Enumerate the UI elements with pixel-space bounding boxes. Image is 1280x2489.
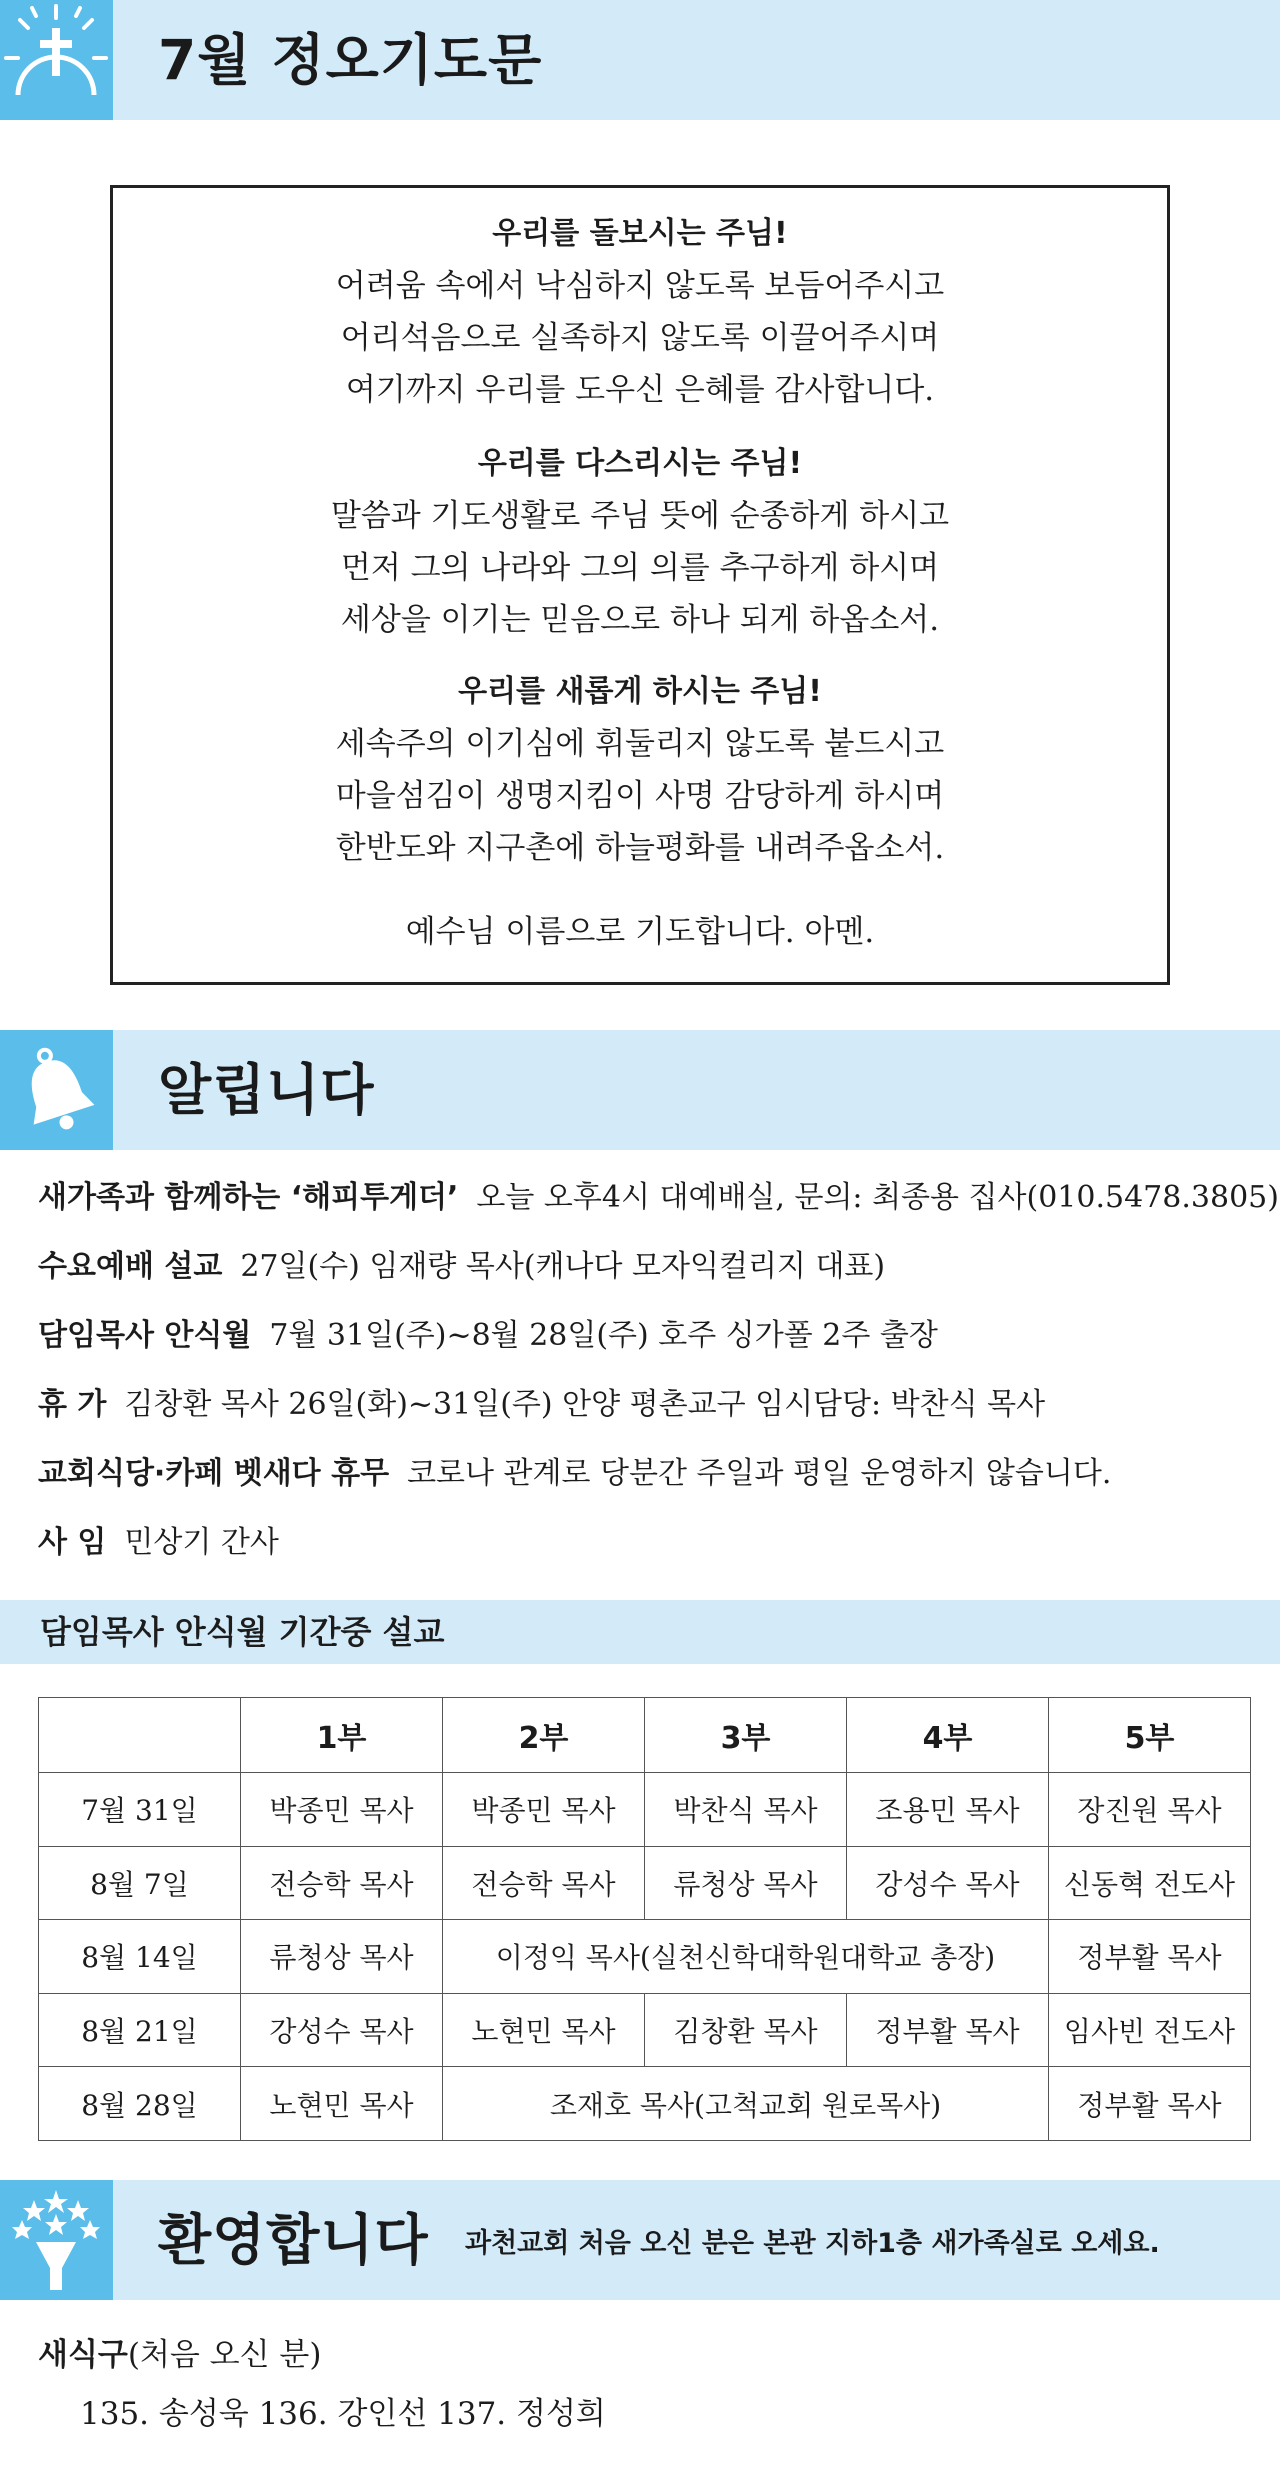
notice-icon-box (0, 1030, 113, 1150)
welcome-subtitle: 과천교회 처음 오신 분은 본관 지하1층 새가족실로 오세요. (465, 2228, 1160, 2259)
notice-label: 수요예배 설교 (38, 1249, 223, 1284)
prayer-box (110, 185, 1170, 985)
preacher-cell: 장진원 목사 (1049, 1773, 1251, 1847)
newcomer-label-paren: (처음 오신 분) (127, 2337, 322, 2373)
notice-title: 알립니다 (158, 1058, 375, 1122)
notice-label: 새가족과 함께하는 ‘해피투게더’ (38, 1180, 459, 1215)
header-cell: 3부 (645, 1698, 847, 1773)
prayer-header (0, 0, 1280, 120)
stanza-heading: 우리를 다스리시는 주님! (477, 446, 803, 481)
header-cell: 1부 (241, 1698, 443, 1773)
preacher-cell: 강성수 목사 (847, 1846, 1049, 1920)
welcome-title: 환영합니다 (158, 2208, 429, 2272)
preacher-cell: 정부활 목사 (1049, 1920, 1251, 1994)
notice-text: 민상기 간사 (124, 1525, 279, 1560)
newcomer-label (38, 2330, 321, 2380)
stanza-line: 말씀과 기도생활로 주님 뜻에 순종하게 하시고 (330, 498, 950, 534)
schedule-title: 담임목사 안식월 기간중 설교 (40, 1613, 445, 1651)
preacher-cell: 류청상 목사 (241, 1920, 443, 1994)
notice-label: 휴 가 (38, 1387, 107, 1422)
notice-item-happy-together (38, 1172, 1279, 1222)
header-cell: 5부 (1049, 1698, 1251, 1773)
preacher-cell: 강성수 목사 (241, 1993, 443, 2067)
date-cell: 8월 21일 (39, 1993, 241, 2067)
stanza-line: 세속주의 이기심에 휘둘리지 않도록 붙드시고 (335, 726, 945, 762)
notice-item-sabbatical (38, 1310, 938, 1360)
preacher-cell-merged: 이정익 목사(실천신학대학원대학교 총장) (443, 1920, 1049, 1994)
bell-icon (0, 1030, 113, 1150)
preacher-cell: 박찬식 목사 (645, 1773, 847, 1847)
prayer-stanza-2 (113, 438, 1167, 646)
header-cell: 4부 (847, 1698, 1049, 1773)
stanza-line: 세상을 이기는 믿음으로 하나 되게 하옵소서. (340, 602, 940, 638)
preacher-cell: 신동혁 전도사 (1049, 1846, 1251, 1920)
preacher-cell: 조용민 목사 (847, 1773, 1049, 1847)
preacher-cell: 정부활 목사 (1049, 2067, 1251, 2141)
notice-label: 담임목사 안식월 (38, 1318, 252, 1353)
notice-text: 27일(수) 임재량 목사(캐나다 모자익컬리지 대표) (240, 1249, 886, 1284)
table-row (39, 1920, 1251, 1994)
header-cell: 2부 (443, 1698, 645, 1773)
notice-item-resignation (38, 1517, 279, 1567)
notice-label: 교회식당·카페 벳새다 휴무 (38, 1456, 390, 1491)
table-row (39, 2067, 1251, 2141)
date-cell: 8월 28일 (39, 2067, 241, 2141)
notice-label: 사 임 (38, 1525, 107, 1560)
preacher-cell: 김창환 목사 (645, 1993, 847, 2067)
preacher-cell: 노현민 목사 (443, 1993, 645, 2067)
stanza-line: 여기까지 우리를 도우신 은혜를 감사합니다. (345, 372, 935, 408)
preacher-cell: 전승학 목사 (443, 1846, 645, 1920)
notice-text: 김창환 목사 26일(화)~31일(주) 안양 평촌교구 임시담당: 박찬식 목사 (124, 1387, 1046, 1422)
prayer-title: 7월 정오기도문 (158, 28, 543, 92)
preacher-cell: 류청상 목사 (645, 1846, 847, 1920)
notice-item-cafeteria-closed (38, 1448, 1111, 1498)
stanza-line: 한반도와 지구촌에 하늘평화를 내려주옵소서. (335, 830, 945, 866)
prayer-closing: 예수님 이름으로 기도합니다. 아멘. (405, 914, 875, 950)
date-cell: 7월 31일 (39, 1773, 241, 1847)
preacher-cell: 박종민 목사 (443, 1773, 645, 1847)
stanza-heading: 우리를 돌보시는 주님! (492, 216, 788, 251)
preacher-cell: 박종민 목사 (241, 1773, 443, 1847)
preacher-cell: 정부활 목사 (847, 1993, 1049, 2067)
preacher-cell: 전승학 목사 (241, 1846, 443, 1920)
notice-header (0, 1030, 1280, 1150)
stanza-line: 마을섬김이 생명지킴이 사명 감당하게 하시며 (335, 778, 945, 814)
notice-text: 코로나 관계로 당분간 주일과 평일 운영하지 않습니다. (407, 1456, 1112, 1491)
prayer-stanza-3 (113, 666, 1167, 874)
newcomer-list: 135. 송성욱 136. 강인선 137. 정성희 (80, 2396, 606, 2432)
date-cell: 8월 14일 (39, 1920, 241, 1994)
stanza-line: 어려움 속에서 낙심하지 않도록 보듬어주시고 (335, 268, 945, 304)
prayer-stanza-1 (113, 208, 1167, 416)
bouquet-icon (0, 2180, 113, 2300)
notice-text: 오늘 오후4시 대예배실, 문의: 최종용 집사(010.5478.3805) (476, 1180, 1279, 1215)
cross-sunrise-icon (0, 0, 113, 120)
notice-item-wednesday-sermon (38, 1241, 885, 1291)
preacher-cell-merged: 조재호 목사(고척교회 원로목사) (443, 2067, 1049, 2141)
table-row (39, 1993, 1251, 2067)
schedule-title-bar (0, 1600, 1280, 1664)
notice-item-vacation (38, 1379, 1045, 1429)
table-header-row (39, 1698, 1251, 1773)
stanza-line: 어리석음으로 실족하지 않도록 이끌어주시며 (340, 320, 940, 356)
preacher-cell: 임사빈 전도사 (1049, 1993, 1251, 2067)
preacher-cell: 노현민 목사 (241, 2067, 443, 2141)
date-cell: 8월 7일 (39, 1846, 241, 1920)
schedule-table (38, 1697, 1251, 2141)
table-row (39, 1846, 1251, 1920)
welcome-icon-box (0, 2180, 113, 2300)
prayer-icon-box (0, 0, 113, 120)
newcomer-label-bold: 새식구 (38, 2337, 128, 2373)
header-cell (39, 1698, 241, 1773)
welcome-header (0, 2180, 1280, 2300)
stanza-line: 먼저 그의 나라와 그의 의를 추구하게 하시며 (340, 550, 940, 586)
notice-text: 7월 31일(주)~8월 28일(주) 호주 싱가폴 2주 출장 (269, 1318, 938, 1353)
table-row (39, 1773, 1251, 1847)
stanza-heading: 우리를 새롭게 하시는 주님! (458, 674, 822, 709)
